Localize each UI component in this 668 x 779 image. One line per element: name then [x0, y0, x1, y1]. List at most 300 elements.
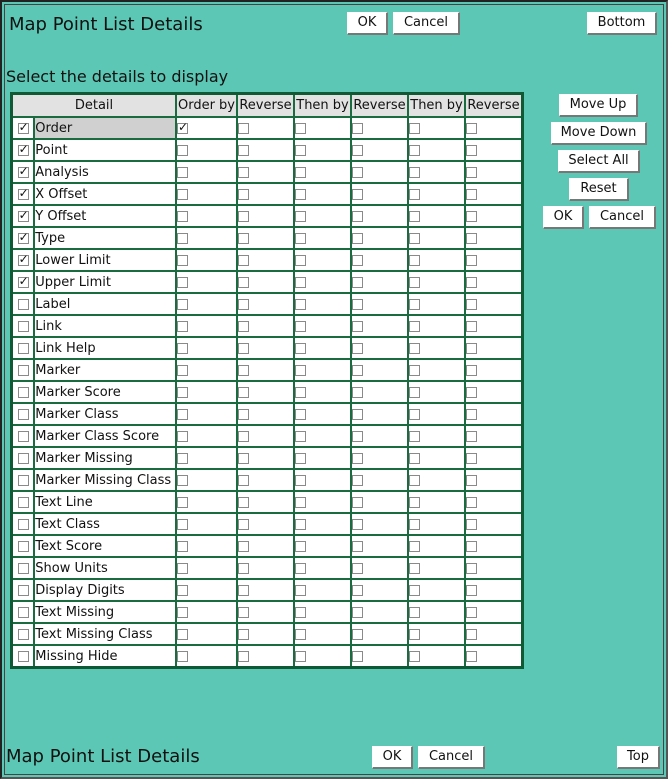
reverse-3-checkbox[interactable] — [466, 453, 477, 464]
show-checkbox[interactable] — [18, 497, 29, 508]
order-by-cell — [176, 293, 237, 315]
show-checkbox[interactable] — [18, 189, 29, 200]
then-by-2-cell — [408, 425, 465, 447]
show-cell — [12, 139, 35, 161]
then-by-2-cell — [408, 645, 465, 668]
reverse-1-cell — [237, 623, 294, 645]
reverse-3-checkbox[interactable] — [466, 123, 477, 134]
bottom-ok-button[interactable]: OK — [372, 746, 413, 769]
then-by-1-cell — [294, 117, 351, 139]
reverse-3-checkbox[interactable] — [466, 563, 477, 574]
detail-label[interactable]: Link — [34, 315, 176, 337]
reverse-1-checkbox[interactable] — [238, 431, 249, 442]
show-checkbox[interactable] — [18, 541, 29, 552]
then-by-2-cell — [408, 205, 465, 227]
then-by-1-checkbox[interactable] — [295, 277, 306, 288]
page-title: Map Point List Details — [9, 14, 203, 35]
move-up-button[interactable]: Move Up — [559, 94, 638, 117]
show-cell — [12, 469, 35, 491]
order-by-checkbox[interactable] — [177, 519, 188, 530]
reverse-1-checkbox[interactable] — [238, 453, 249, 464]
then-by-1-cell — [294, 579, 351, 601]
then-by-1-checkbox[interactable] — [295, 519, 306, 530]
then-by-1-checkbox[interactable] — [295, 629, 306, 640]
column-header-order-by: Order by — [176, 94, 237, 118]
order-by-cell — [176, 491, 237, 513]
then-by-2-checkbox[interactable] — [409, 277, 420, 288]
reverse-1-checkbox[interactable] — [238, 255, 249, 266]
then-by-1-checkbox[interactable] — [295, 387, 306, 398]
order-by-cell — [176, 117, 237, 139]
then-by-2-checkbox[interactable] — [409, 651, 420, 662]
order-by-checkbox[interactable] — [177, 233, 188, 244]
reverse-1-checkbox[interactable] — [238, 563, 249, 574]
show-cell — [12, 623, 35, 645]
detail-label[interactable]: Text Missing — [34, 601, 176, 623]
then-by-1-checkbox[interactable] — [295, 233, 306, 244]
then-by-1-checkbox[interactable] — [295, 145, 306, 156]
reverse-1-checkbox[interactable] — [238, 145, 249, 156]
then-by-2-checkbox[interactable] — [409, 563, 420, 574]
then-by-2-cell — [408, 337, 465, 359]
detail-label[interactable]: Order — [34, 117, 176, 139]
order-by-checkbox[interactable] — [177, 365, 188, 376]
reverse-2-checkbox[interactable] — [352, 233, 363, 244]
table-row — [12, 293, 523, 315]
reverse-3-checkbox[interactable] — [466, 277, 477, 288]
then-by-2-checkbox[interactable] — [409, 211, 420, 222]
then-by-2-cell — [408, 403, 465, 425]
then-by-2-cell — [408, 359, 465, 381]
reverse-3-cell — [465, 601, 523, 623]
reverse-1-checkbox[interactable] — [238, 233, 249, 244]
reverse-2-checkbox[interactable] — [352, 255, 363, 266]
show-checkbox[interactable] — [18, 123, 29, 134]
then-by-1-checkbox[interactable] — [295, 497, 306, 508]
reverse-3-checkbox[interactable] — [466, 255, 477, 266]
detail-label[interactable]: Text Class — [34, 513, 176, 535]
reverse-1-checkbox[interactable] — [238, 607, 249, 618]
order-by-checkbox[interactable] — [177, 563, 188, 574]
reverse-1-cell — [237, 425, 294, 447]
detail-label[interactable]: X Offset — [34, 183, 176, 205]
show-cell — [12, 227, 35, 249]
then-by-2-cell — [408, 469, 465, 491]
reverse-2-checkbox[interactable] — [352, 629, 363, 640]
reverse-1-cell — [237, 227, 294, 249]
then-by-1-checkbox[interactable] — [295, 189, 306, 200]
section-heading: Select the details to display — [6, 67, 229, 86]
then-by-2-checkbox[interactable] — [409, 431, 420, 442]
order-by-checkbox[interactable] — [177, 299, 188, 310]
then-by-1-checkbox[interactable] — [295, 431, 306, 442]
then-by-2-checkbox[interactable] — [409, 387, 420, 398]
order-by-checkbox[interactable] — [177, 145, 188, 156]
detail-label[interactable]: Link Help — [34, 337, 176, 359]
then-by-1-checkbox[interactable] — [295, 167, 306, 178]
then-by-2-checkbox[interactable] — [409, 453, 420, 464]
order-by-checkbox[interactable] — [177, 497, 188, 508]
reverse-2-cell — [351, 337, 408, 359]
reverse-3-checkbox[interactable] — [466, 387, 477, 398]
show-checkbox[interactable] — [18, 365, 29, 376]
then-by-1-checkbox[interactable] — [295, 211, 306, 222]
reverse-3-checkbox[interactable] — [466, 607, 477, 618]
reverse-1-checkbox[interactable] — [238, 409, 249, 420]
show-checkbox[interactable] — [18, 629, 29, 640]
reverse-1-checkbox[interactable] — [238, 299, 249, 310]
table-row — [12, 359, 523, 381]
reverse-3-checkbox[interactable] — [466, 497, 477, 508]
bottom-button[interactable]: Bottom — [587, 12, 657, 35]
then-by-1-checkbox[interactable] — [295, 343, 306, 354]
reverse-2-checkbox[interactable] — [352, 431, 363, 442]
show-checkbox[interactable] — [18, 387, 29, 398]
reverse-1-checkbox[interactable] — [238, 541, 249, 552]
order-by-cell — [176, 381, 237, 403]
order-by-checkbox[interactable] — [177, 629, 188, 640]
show-checkbox[interactable] — [18, 585, 29, 596]
reverse-2-checkbox[interactable] — [352, 343, 363, 354]
then-by-2-cell — [408, 601, 465, 623]
reverse-3-checkbox[interactable] — [466, 321, 477, 332]
detail-label[interactable]: Show Units — [34, 557, 176, 579]
then-by-2-checkbox[interactable] — [409, 365, 420, 376]
reverse-2-checkbox[interactable] — [352, 497, 363, 508]
order-by-cell — [176, 271, 237, 293]
show-checkbox[interactable] — [18, 211, 29, 222]
reverse-3-checkbox[interactable] — [466, 475, 477, 486]
then-by-1-cell — [294, 623, 351, 645]
reverse-3-cell — [465, 227, 523, 249]
table-body — [12, 117, 523, 668]
show-cell — [12, 447, 35, 469]
reverse-3-checkbox[interactable] — [466, 409, 477, 420]
then-by-1-checkbox[interactable] — [295, 409, 306, 420]
reverse-3-checkbox[interactable] — [466, 585, 477, 596]
then-by-2-checkbox[interactable] — [409, 255, 420, 266]
detail-label[interactable]: Text Score — [34, 535, 176, 557]
reverse-3-checkbox[interactable] — [466, 167, 477, 178]
reverse-3-checkbox[interactable] — [466, 299, 477, 310]
reverse-1-checkbox[interactable] — [238, 123, 249, 134]
detail-label[interactable]: Marker Missing — [34, 447, 176, 469]
then-by-1-checkbox[interactable] — [295, 585, 306, 596]
detail-label[interactable]: Upper Limit — [34, 271, 176, 293]
reverse-3-checkbox[interactable] — [466, 145, 477, 156]
table-row — [12, 557, 523, 579]
then-by-1-checkbox[interactable] — [295, 123, 306, 134]
reverse-3-checkbox[interactable] — [466, 431, 477, 442]
select-all-button[interactable]: Select All — [558, 150, 640, 173]
order-by-cell — [176, 403, 237, 425]
detail-label[interactable]: Marker Score — [34, 381, 176, 403]
reverse-1-cell — [237, 403, 294, 425]
then-by-1-checkbox[interactable] — [295, 651, 306, 662]
reverse-3-checkbox[interactable] — [466, 365, 477, 376]
reverse-2-checkbox[interactable] — [352, 321, 363, 332]
detail-label[interactable]: Marker Class Score — [34, 425, 176, 447]
show-cell — [12, 249, 35, 271]
reverse-3-cell — [465, 117, 523, 139]
table-row — [12, 161, 523, 183]
show-checkbox[interactable] — [18, 409, 29, 420]
side-cancel-button[interactable]: Cancel — [589, 206, 656, 229]
reverse-2-checkbox[interactable] — [352, 475, 363, 486]
then-by-2-checkbox[interactable] — [409, 541, 420, 552]
then-by-2-checkbox[interactable] — [409, 321, 420, 332]
order-by-cell — [176, 557, 237, 579]
show-checkbox[interactable] — [18, 233, 29, 244]
detail-label[interactable]: Type — [34, 227, 176, 249]
order-by-checkbox[interactable] — [177, 189, 188, 200]
reverse-3-cell — [465, 337, 523, 359]
reverse-1-cell — [237, 491, 294, 513]
reverse-3-cell — [465, 623, 523, 645]
detail-label[interactable]: Point — [34, 139, 176, 161]
reverse-3-checkbox[interactable] — [466, 541, 477, 552]
then-by-2-cell — [408, 579, 465, 601]
table-row — [12, 249, 523, 271]
show-checkbox[interactable] — [18, 277, 29, 288]
then-by-2-checkbox[interactable] — [409, 585, 420, 596]
reverse-3-checkbox[interactable] — [466, 189, 477, 200]
then-by-2-checkbox[interactable] — [409, 629, 420, 640]
order-by-checkbox[interactable] — [177, 123, 188, 134]
reverse-1-cell — [237, 249, 294, 271]
then-by-1-checkbox[interactable] — [295, 365, 306, 376]
then-by-2-checkbox[interactable] — [409, 497, 420, 508]
reverse-1-checkbox[interactable] — [238, 629, 249, 640]
show-checkbox[interactable] — [18, 475, 29, 486]
reverse-1-checkbox[interactable] — [238, 651, 249, 662]
then-by-2-cell — [408, 447, 465, 469]
then-by-2-checkbox[interactable] — [409, 607, 420, 618]
reverse-2-checkbox[interactable] — [352, 167, 363, 178]
reverse-2-cell — [351, 381, 408, 403]
top-button[interactable]: Top — [617, 746, 660, 769]
reverse-2-checkbox[interactable] — [352, 563, 363, 574]
table-row — [12, 425, 523, 447]
then-by-1-cell — [294, 227, 351, 249]
reverse-1-cell — [237, 447, 294, 469]
reverse-2-checkbox[interactable] — [352, 145, 363, 156]
then-by-1-cell — [294, 139, 351, 161]
then-by-2-checkbox[interactable] — [409, 189, 420, 200]
show-checkbox[interactable] — [18, 343, 29, 354]
order-by-checkbox[interactable] — [177, 651, 188, 662]
then-by-2-checkbox[interactable] — [409, 145, 420, 156]
reverse-2-checkbox[interactable] — [352, 277, 363, 288]
reverse-1-checkbox[interactable] — [238, 167, 249, 178]
then-by-2-checkbox[interactable] — [409, 409, 420, 420]
footer-title: Map Point List Details — [6, 746, 200, 767]
detail-label[interactable]: Marker Class — [34, 403, 176, 425]
then-by-2-checkbox[interactable] — [409, 167, 420, 178]
reverse-2-checkbox[interactable] — [352, 585, 363, 596]
detail-label[interactable]: Y Offset — [34, 205, 176, 227]
order-by-checkbox[interactable] — [177, 541, 188, 552]
reverse-3-checkbox[interactable] — [466, 343, 477, 354]
order-by-checkbox[interactable] — [177, 277, 188, 288]
then-by-1-cell — [294, 645, 351, 668]
then-by-2-checkbox[interactable] — [409, 299, 420, 310]
reverse-1-checkbox[interactable] — [238, 519, 249, 530]
show-checkbox[interactable] — [18, 167, 29, 178]
order-by-cell — [176, 359, 237, 381]
order-by-cell — [176, 601, 237, 623]
reverse-2-checkbox[interactable] — [352, 409, 363, 420]
order-by-checkbox[interactable] — [177, 409, 188, 420]
reverse-2-checkbox[interactable] — [352, 453, 363, 464]
then-by-1-cell — [294, 249, 351, 271]
order-by-checkbox[interactable] — [177, 607, 188, 618]
then-by-1-checkbox[interactable] — [295, 563, 306, 574]
show-checkbox[interactable] — [18, 563, 29, 574]
detail-label[interactable]: Marker Missing Class — [34, 469, 176, 491]
reverse-2-checkbox[interactable] — [352, 519, 363, 530]
reverse-3-checkbox[interactable] — [466, 629, 477, 640]
then-by-1-checkbox[interactable] — [295, 299, 306, 310]
bottom-cancel-button[interactable]: Cancel — [418, 746, 485, 769]
detail-label[interactable]: Lower Limit — [34, 249, 176, 271]
then-by-2-checkbox[interactable] — [409, 123, 420, 134]
reset-button[interactable]: Reset — [569, 178, 629, 201]
order-by-checkbox[interactable] — [177, 475, 188, 486]
detail-label[interactable]: Label — [34, 293, 176, 315]
reverse-3-cell — [465, 491, 523, 513]
column-header-then-by-1: Then by — [294, 94, 351, 118]
top-ok-button[interactable]: OK — [347, 12, 388, 35]
then-by-1-checkbox[interactable] — [295, 255, 306, 266]
then-by-2-cell — [408, 315, 465, 337]
order-by-checkbox[interactable] — [177, 585, 188, 596]
then-by-1-cell — [294, 601, 351, 623]
reverse-1-checkbox[interactable] — [238, 343, 249, 354]
detail-label[interactable]: Missing Hide — [34, 645, 176, 668]
reverse-1-checkbox[interactable] — [238, 365, 249, 376]
reverse-2-checkbox[interactable] — [352, 211, 363, 222]
reverse-2-checkbox[interactable] — [352, 123, 363, 134]
then-by-2-cell — [408, 293, 465, 315]
show-checkbox[interactable] — [18, 651, 29, 662]
show-checkbox[interactable] — [18, 145, 29, 156]
table-row — [12, 117, 523, 139]
then-by-2-checkbox[interactable] — [409, 233, 420, 244]
reverse-2-cell — [351, 623, 408, 645]
then-by-1-cell — [294, 271, 351, 293]
reverse-2-checkbox[interactable] — [352, 365, 363, 376]
show-checkbox[interactable] — [18, 299, 29, 310]
then-by-1-checkbox[interactable] — [295, 541, 306, 552]
reverse-2-checkbox[interactable] — [352, 607, 363, 618]
reverse-2-checkbox[interactable] — [352, 299, 363, 310]
order-by-checkbox[interactable] — [177, 167, 188, 178]
table-row — [12, 139, 523, 161]
detail-label[interactable]: Marker — [34, 359, 176, 381]
reverse-2-cell — [351, 315, 408, 337]
reverse-2-checkbox[interactable] — [352, 387, 363, 398]
reverse-2-cell — [351, 249, 408, 271]
table-row — [12, 491, 523, 513]
show-cell — [12, 645, 35, 668]
show-checkbox[interactable] — [18, 431, 29, 442]
detail-label[interactable]: Analysis — [34, 161, 176, 183]
order-by-checkbox[interactable] — [177, 431, 188, 442]
show-checkbox[interactable] — [18, 321, 29, 332]
reverse-1-checkbox[interactable] — [238, 387, 249, 398]
reverse-1-checkbox[interactable] — [238, 321, 249, 332]
reverse-1-checkbox[interactable] — [238, 211, 249, 222]
reverse-1-checkbox[interactable] — [238, 475, 249, 486]
show-checkbox[interactable] — [18, 607, 29, 618]
reverse-2-checkbox[interactable] — [352, 651, 363, 662]
then-by-1-cell — [294, 381, 351, 403]
show-checkbox[interactable] — [18, 519, 29, 530]
show-cell — [12, 315, 35, 337]
reverse-1-cell — [237, 161, 294, 183]
order-by-checkbox[interactable] — [177, 321, 188, 332]
show-checkbox[interactable] — [18, 453, 29, 464]
detail-label[interactable]: Text Line — [34, 491, 176, 513]
then-by-1-checkbox[interactable] — [295, 607, 306, 618]
then-by-2-cell — [408, 139, 465, 161]
reverse-3-checkbox[interactable] — [466, 651, 477, 662]
then-by-2-cell — [408, 117, 465, 139]
detail-label[interactable]: Display Digits — [34, 579, 176, 601]
then-by-2-checkbox[interactable] — [409, 343, 420, 354]
reverse-1-checkbox[interactable] — [238, 585, 249, 596]
then-by-1-cell — [294, 337, 351, 359]
order-by-checkbox[interactable] — [177, 255, 188, 266]
reverse-1-cell — [237, 359, 294, 381]
reverse-3-checkbox[interactable] — [466, 519, 477, 530]
order-by-checkbox[interactable] — [177, 453, 188, 464]
reverse-1-checkbox[interactable] — [238, 189, 249, 200]
order-by-checkbox[interactable] — [177, 211, 188, 222]
side-ok-button[interactable]: OK — [543, 206, 584, 229]
then-by-1-checkbox[interactable] — [295, 475, 306, 486]
move-down-button[interactable]: Move Down — [551, 122, 647, 145]
reverse-2-checkbox[interactable] — [352, 541, 363, 552]
show-checkbox[interactable] — [18, 255, 29, 266]
order-by-checkbox[interactable] — [177, 387, 188, 398]
reverse-1-cell — [237, 271, 294, 293]
reverse-1-cell — [237, 315, 294, 337]
order-by-checkbox[interactable] — [177, 343, 188, 354]
reverse-1-checkbox[interactable] — [238, 497, 249, 508]
top-cancel-button[interactable]: Cancel — [393, 12, 460, 35]
reverse-2-checkbox[interactable] — [352, 189, 363, 200]
reverse-3-cell — [465, 447, 523, 469]
detail-label[interactable]: Text Missing Class — [34, 623, 176, 645]
reverse-3-checkbox[interactable] — [466, 211, 477, 222]
reverse-3-checkbox[interactable] — [466, 233, 477, 244]
reverse-3-cell — [465, 425, 523, 447]
then-by-1-cell — [294, 161, 351, 183]
show-cell — [12, 271, 35, 293]
reverse-1-checkbox[interactable] — [238, 277, 249, 288]
reverse-2-cell — [351, 359, 408, 381]
then-by-2-cell — [408, 535, 465, 557]
then-by-1-checkbox[interactable] — [295, 321, 306, 332]
table-row — [12, 403, 523, 425]
table-row — [12, 271, 523, 293]
then-by-2-checkbox[interactable] — [409, 475, 420, 486]
then-by-2-checkbox[interactable] — [409, 519, 420, 530]
then-by-2-cell — [408, 513, 465, 535]
then-by-1-checkbox[interactable] — [295, 453, 306, 464]
